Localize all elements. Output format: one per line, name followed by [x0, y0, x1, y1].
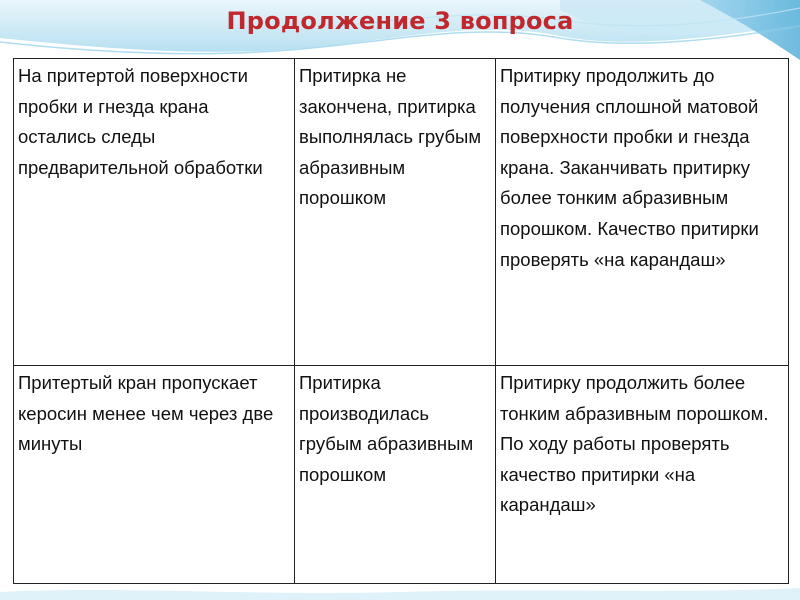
slide-title: Продолжение 3 вопроса: [226, 7, 574, 35]
remedy-cell: Притирку продолжить до получения сплошной матовой поверхности пробки и гнезда крана. Заканчивать притирку более тонким абразивным порошком. Качество притирки проверять «на карандаш»: [496, 59, 789, 366]
defect-cell: На притертой поверхности пробки и гнезда крана остались следы предварительной обработки: [14, 59, 295, 366]
table-row: [14, 59, 789, 366]
troubleshooting-table: [13, 58, 789, 584]
defect-cell: Притертый кран пропускает керосин менее чем через две минуты: [14, 366, 295, 584]
cause-cell: Притирка производилась грубым абразивным порошком: [295, 366, 496, 584]
table-row: [14, 366, 789, 584]
cause-cell: Притирка не закончена, притирка выполнялась грубым абразивным порошком: [295, 59, 496, 366]
troubleshooting-table-container: [13, 58, 788, 583]
remedy-cell: Притирку продолжить более тонким абразивным порошком. По ходу работы проверять качество притирки «на карандаш»: [496, 366, 789, 584]
